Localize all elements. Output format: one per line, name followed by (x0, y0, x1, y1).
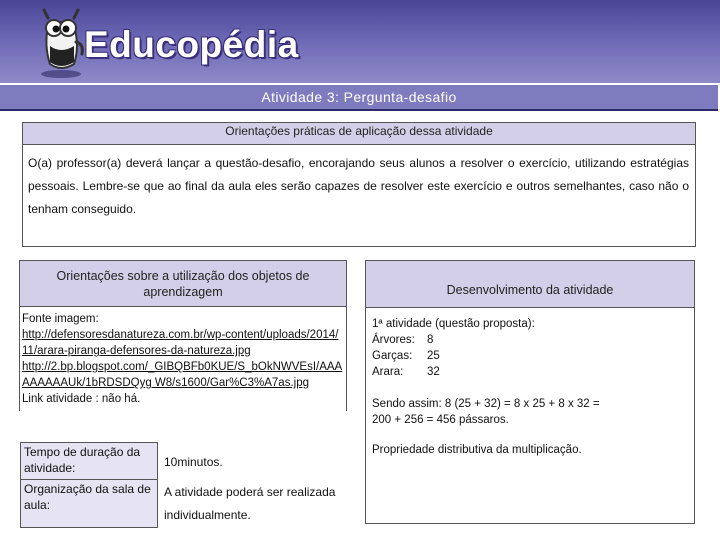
duration-row (21, 443, 349, 480)
logo-text: Educopédia (84, 24, 299, 65)
result-line-1: Sendo assim: 8 (25 + 32) = 8 x 25 + 8 x 32 = (372, 398, 600, 410)
item-label: Árvores: (372, 334, 415, 346)
development-item (372, 332, 688, 348)
organization-row (21, 480, 349, 528)
item-value: 32 (427, 366, 440, 378)
property-text: Propriedade distributiva da multiplicação. (372, 444, 582, 456)
item-label: Arara: (372, 366, 404, 378)
duration-value: 10minutos. (158, 443, 349, 480)
item-value: 8 (427, 334, 434, 346)
source-label: Fonte imagem: (22, 313, 99, 325)
header-banner (0, 0, 720, 83)
development-item (372, 348, 688, 364)
item-value: 25 (427, 350, 440, 362)
organization-label: Organização da sala de aula: (21, 480, 158, 528)
result-line-2: 200 + 256 = 456 pássaros. (372, 414, 509, 426)
details-table (20, 442, 348, 528)
practical-guidance-box (22, 122, 696, 247)
organization-value: A atividade poderá ser realizada individualmente. (158, 480, 349, 528)
activity-link-text: Link atividade : não há. (22, 393, 141, 405)
source-link-2[interactable]: http://2.bp.blogspot.com/_GIBQBFb0KUE/S_bOkNWVEsI/AAAAAAAAAUk/1bRDSDQyg W8/s1600/Gar%C3%A7as.jpg (22, 361, 343, 389)
duration-label: Tempo de duração da atividade: (21, 443, 158, 480)
learning-objects-box (19, 260, 347, 411)
development-heading: Desenvolvimento da atividade (366, 261, 694, 308)
development-item (372, 364, 688, 380)
practical-guidance-text: O(a) professor(a) deverá lançar a questão-desafio, encorajando seus alunos a resolver o exercício, utilizando estratégias pessoais. Lembre-se que ao final da aula eles serão capazes de resolver este exercício e outros semelhantes, caso não o tenham conseguido. (28, 156, 689, 216)
practical-guidance-heading: Orientações práticas de aplicação dessa atividade (23, 123, 695, 145)
development-line-1: 1ª atividade (questão proposta): (372, 318, 535, 330)
learning-objects-heading-text: Orientações sobre a utilização dos objetos de aprendizagem (56, 269, 310, 299)
development-box (365, 260, 695, 524)
learning-objects-heading (20, 261, 346, 307)
activity-title: Atividade 3: Pergunta-desafio (0, 84, 718, 111)
source-link-1[interactable]: http://defensoresdanatureza.com.br/wp-content/uploads/2014/11/arara-piranga-defensores-da-natureza.jpg (22, 329, 339, 357)
mascot-icon (34, 6, 88, 78)
item-label: Garças: (372, 350, 413, 362)
